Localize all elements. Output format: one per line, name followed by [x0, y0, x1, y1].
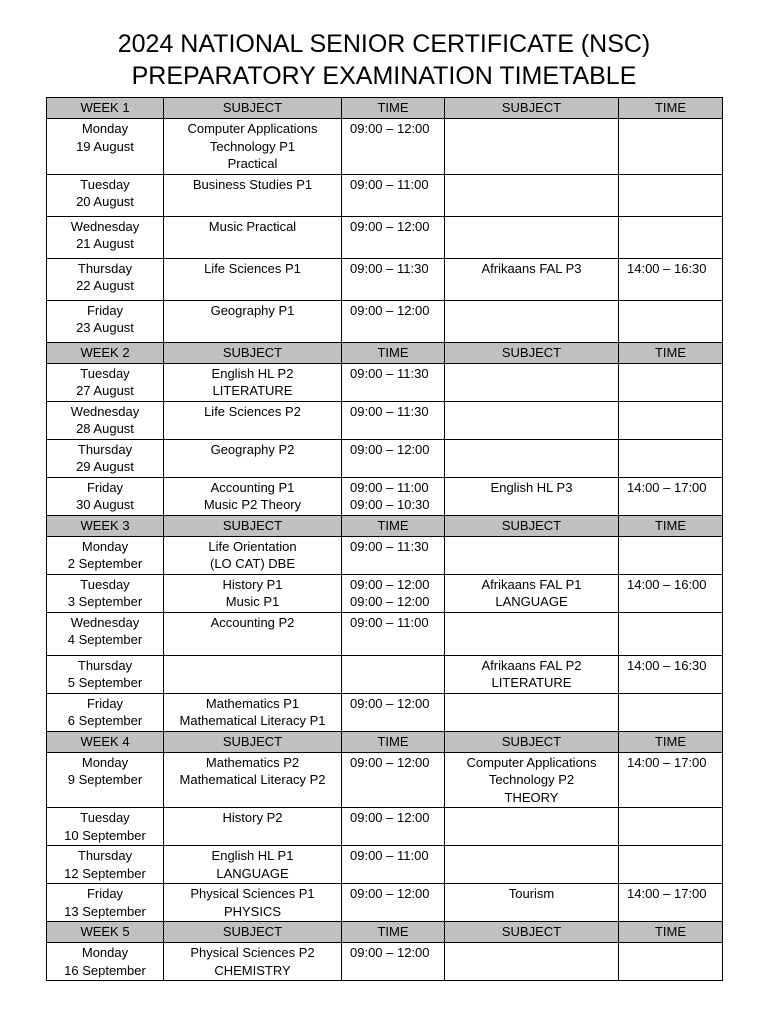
- time-cell: [619, 258, 723, 300]
- cell-line: Mathematical Literacy P1: [179, 713, 326, 728]
- day-cell: [47, 174, 164, 216]
- subject-cell: [445, 943, 619, 981]
- cell-line: 21 August: [76, 236, 134, 251]
- time-cell: [342, 884, 445, 922]
- subject-header: SUBJECT: [164, 515, 342, 536]
- day-cell: [47, 258, 164, 300]
- day-cell: [47, 363, 164, 401]
- week-header-row: [47, 922, 723, 943]
- time-cell: [342, 846, 445, 884]
- week-header-row: [47, 515, 723, 536]
- subject-cell: [445, 477, 619, 515]
- cell-line: Mathematical Literacy P2: [179, 772, 326, 787]
- table-row: [47, 174, 723, 216]
- cell-line: 3 September: [67, 594, 143, 609]
- cell-line: Computer Applications: [187, 121, 318, 136]
- time-cell: [342, 401, 445, 439]
- time-header: TIME: [342, 731, 445, 752]
- subject-header: SUBJECT: [445, 515, 619, 536]
- cell-line: Monday: [81, 754, 129, 770]
- cell-line: 19 August: [76, 138, 134, 154]
- cell-line: 09:00 – 12:00: [350, 441, 430, 457]
- table-row: [47, 477, 723, 515]
- subject-cell: [164, 477, 342, 515]
- subject-cell: [445, 363, 619, 401]
- table-row: [47, 574, 723, 612]
- subject-cell: [445, 752, 619, 808]
- time-header: TIME: [619, 98, 723, 119]
- time-cell: [342, 174, 445, 216]
- week-header-row: [47, 731, 723, 752]
- table-row: [47, 119, 723, 175]
- cell-line: Wednesday: [70, 403, 140, 419]
- cell-line: 5 September: [67, 675, 143, 690]
- cell-line: 09:00 – 11:30: [350, 365, 429, 381]
- subject-cell: [164, 119, 342, 175]
- day-cell: [47, 477, 164, 515]
- subject-cell: [445, 574, 619, 612]
- table-row: [47, 363, 723, 401]
- subject-cell: [445, 846, 619, 884]
- cell-line: 09:00 – 11:00: [350, 479, 429, 495]
- cell-line: 12 September: [64, 865, 146, 881]
- cell-line: History P2: [222, 810, 283, 825]
- week-label: WEEK 1: [47, 98, 164, 119]
- time-header: TIME: [619, 515, 723, 536]
- cell-line: Tourism: [508, 886, 555, 901]
- title-line-2: PREPARATORY EXAMINATION TIMETABLE: [131, 62, 637, 90]
- cell-line: Geography P1: [210, 302, 295, 318]
- subject-header: SUBJECT: [164, 922, 342, 943]
- cell-line: English HL P1: [211, 848, 294, 863]
- subject-cell: [164, 258, 342, 300]
- time-cell: [342, 655, 445, 693]
- subject-header: SUBJECT: [164, 98, 342, 119]
- cell-line: 29 August: [76, 459, 134, 474]
- cell-line: Life Sciences P2: [204, 403, 301, 419]
- time-cell: [619, 401, 723, 439]
- subject-cell: [164, 174, 342, 216]
- page-title: [0, 0, 768, 92]
- subject-header: SUBJECT: [445, 731, 619, 752]
- cell-line: 14:00 – 17:00: [627, 479, 707, 495]
- table-row: [47, 216, 723, 258]
- cell-line: 09:00 – 12:00: [350, 576, 430, 592]
- cell-line: Physical Sciences P1: [190, 886, 315, 901]
- time-cell: [619, 119, 723, 175]
- time-cell: [342, 258, 445, 300]
- day-cell: [47, 693, 164, 731]
- table-row: [47, 808, 723, 846]
- cell-line: THEORY: [504, 789, 559, 805]
- cell-line: 28 August: [76, 421, 134, 436]
- cell-line: 9 September: [67, 772, 143, 787]
- time-cell: [619, 943, 723, 981]
- cell-line: Thursday: [77, 260, 133, 276]
- cell-line: Monday: [81, 121, 129, 136]
- time-cell: [619, 216, 723, 258]
- cell-line: 09:00 – 12:00: [350, 886, 430, 901]
- time-cell: [619, 612, 723, 655]
- table-row: [47, 536, 723, 574]
- day-cell: [47, 439, 164, 477]
- cell-line: Technology P1: [209, 138, 296, 154]
- cell-line: (LO CAT) DBE: [210, 556, 295, 571]
- cell-line: Thursday: [77, 848, 133, 863]
- day-cell: [47, 216, 164, 258]
- cell-line: Physical Sciences P2: [190, 945, 315, 960]
- cell-line: Tuesday: [80, 810, 130, 825]
- table-row: [47, 612, 723, 655]
- timetable: [46, 97, 723, 981]
- cell-line: 13 September: [64, 903, 146, 919]
- cell-line: Life Orientation: [208, 538, 297, 554]
- title-line-1: 2024 NATIONAL SENIOR CERTIFICATE (NSC): [117, 30, 651, 58]
- subject-cell: [164, 536, 342, 574]
- cell-line: Monday: [81, 538, 129, 554]
- week-header-row: [47, 98, 723, 119]
- day-cell: [47, 846, 164, 884]
- subject-cell: [445, 300, 619, 342]
- cell-line: Friday: [86, 886, 124, 901]
- subject-cell: [164, 612, 342, 655]
- time-cell: [342, 363, 445, 401]
- cell-line: 09:00 – 10:30: [350, 497, 430, 512]
- cell-line: 30 August: [76, 497, 134, 512]
- cell-line: 09:00 – 12:00: [350, 594, 430, 609]
- table-row: [47, 884, 723, 922]
- subject-cell: [164, 300, 342, 342]
- table-row: [47, 752, 723, 808]
- cell-line: LANGUAGE: [495, 594, 568, 609]
- time-cell: [619, 655, 723, 693]
- cell-line: Thursday: [77, 441, 133, 457]
- subject-cell: [164, 439, 342, 477]
- cell-line: 09:00 – 12:00: [350, 945, 430, 960]
- cell-line: Tuesday: [80, 176, 130, 192]
- subject-cell: [445, 884, 619, 922]
- time-cell: [342, 612, 445, 655]
- time-header: TIME: [342, 98, 445, 119]
- cell-line: Friday: [86, 302, 124, 318]
- subject-cell: [164, 655, 342, 693]
- cell-line: 09:00 – 12:00: [350, 810, 430, 825]
- time-cell: [619, 536, 723, 574]
- cell-line: 27 August: [76, 383, 134, 398]
- cell-line: Life Sciences P1: [204, 260, 301, 276]
- table-row: [47, 943, 723, 981]
- time-cell: [342, 439, 445, 477]
- subject-cell: [445, 216, 619, 258]
- time-header: TIME: [619, 342, 723, 363]
- cell-line: LITERATURE: [212, 383, 293, 398]
- time-cell: [619, 300, 723, 342]
- time-header: TIME: [342, 342, 445, 363]
- cell-line: 09:00 – 11:00: [350, 848, 429, 863]
- cell-line: 22 August: [76, 278, 134, 293]
- cell-line: History P1: [222, 576, 283, 592]
- subject-header: SUBJECT: [164, 342, 342, 363]
- cell-line: Afrikaans FAL P3: [481, 260, 582, 276]
- cell-line: Afrikaans FAL P2: [481, 657, 582, 673]
- cell-line: LITERATURE: [491, 675, 572, 690]
- cell-line: English HL P3: [490, 479, 573, 495]
- time-cell: [342, 477, 445, 515]
- subject-header: SUBJECT: [445, 922, 619, 943]
- cell-line: 2 September: [67, 556, 143, 571]
- time-cell: [619, 439, 723, 477]
- table-row: [47, 655, 723, 693]
- cell-line: 09:00 – 11:30: [350, 538, 429, 554]
- cell-line: Afrikaans FAL P1: [481, 576, 582, 592]
- time-cell: [619, 752, 723, 808]
- time-cell: [342, 536, 445, 574]
- cell-line: 09:00 – 11:00: [350, 176, 429, 192]
- cell-line: Computer Applications: [466, 754, 597, 770]
- cell-line: Tuesday: [80, 576, 130, 592]
- time-cell: [342, 693, 445, 731]
- time-header: TIME: [342, 922, 445, 943]
- week-label: WEEK 4: [47, 731, 164, 752]
- subject-cell: [445, 174, 619, 216]
- subject-cell: [445, 808, 619, 846]
- cell-line: Music P1: [225, 594, 280, 609]
- subject-cell: [164, 808, 342, 846]
- time-cell: [342, 216, 445, 258]
- table-row: [47, 693, 723, 731]
- subject-cell: [164, 401, 342, 439]
- table-row: [47, 258, 723, 300]
- cell-line: Tuesday: [80, 365, 130, 381]
- cell-line: Accounting P2: [210, 614, 295, 630]
- cell-line: 14:00 – 16:00: [627, 576, 707, 592]
- cell-line: 09:00 – 12:00: [350, 302, 430, 318]
- day-cell: [47, 401, 164, 439]
- subject-header: SUBJECT: [445, 342, 619, 363]
- subject-cell: [164, 943, 342, 981]
- subject-cell: [445, 655, 619, 693]
- cell-line: Practical: [227, 156, 278, 171]
- time-cell: [342, 752, 445, 808]
- cell-line: Mathematics P1: [205, 695, 300, 711]
- day-cell: [47, 884, 164, 922]
- time-cell: [342, 808, 445, 846]
- table-row: [47, 401, 723, 439]
- time-cell: [619, 693, 723, 731]
- time-cell: [619, 808, 723, 846]
- time-cell: [342, 574, 445, 612]
- cell-line: Wednesday: [70, 614, 140, 630]
- day-cell: [47, 300, 164, 342]
- subject-cell: [445, 119, 619, 175]
- week-label: WEEK 5: [47, 922, 164, 943]
- week-label: WEEK 3: [47, 515, 164, 536]
- time-cell: [619, 884, 723, 922]
- table-row: [47, 300, 723, 342]
- time-cell: [342, 119, 445, 175]
- cell-line: 20 August: [76, 194, 134, 209]
- cell-line: 23 August: [76, 320, 134, 335]
- cell-line: Geography P2: [210, 441, 295, 457]
- cell-line: English HL P2: [211, 365, 294, 381]
- subject-cell: [164, 752, 342, 808]
- cell-line: 6 September: [67, 713, 143, 728]
- subject-cell: [445, 612, 619, 655]
- cell-line: 14:00 – 16:30: [627, 260, 707, 276]
- day-cell: [47, 612, 164, 655]
- cell-line: 09:00 – 11:30: [350, 260, 429, 276]
- cell-line: Thursday: [77, 657, 133, 673]
- cell-line: Technology P2: [488, 772, 575, 787]
- time-header: TIME: [619, 731, 723, 752]
- time-cell: [619, 363, 723, 401]
- time-cell: [619, 174, 723, 216]
- subject-cell: [164, 884, 342, 922]
- subject-cell: [164, 574, 342, 612]
- day-cell: [47, 574, 164, 612]
- cell-line: 10 September: [64, 827, 146, 843]
- cell-line: Friday: [86, 695, 124, 711]
- time-header: TIME: [342, 515, 445, 536]
- cell-line: Music P2 Theory: [203, 497, 302, 512]
- cell-line: PHYSICS: [223, 903, 282, 919]
- time-cell: [619, 477, 723, 515]
- timetable-body: [47, 98, 723, 981]
- cell-line: Friday: [86, 479, 124, 495]
- subject-header: SUBJECT: [164, 731, 342, 752]
- subject-cell: [164, 846, 342, 884]
- cell-line: 09:00 – 12:00: [350, 218, 430, 234]
- table-row: [47, 846, 723, 884]
- subject-cell: [164, 216, 342, 258]
- day-cell: [47, 655, 164, 693]
- cell-line: Accounting P1: [210, 479, 295, 495]
- day-cell: [47, 536, 164, 574]
- cell-line: 09:00 – 12:00: [350, 695, 430, 711]
- subject-cell: [445, 439, 619, 477]
- cell-line: Music Practical: [208, 218, 297, 234]
- cell-line: 4 September: [67, 632, 143, 647]
- cell-line: Monday: [81, 945, 129, 960]
- cell-line: 09:00 – 12:00: [350, 121, 430, 136]
- day-cell: [47, 808, 164, 846]
- cell-line: 09:00 – 12:00: [350, 754, 430, 770]
- cell-line: CHEMISTRY: [214, 962, 291, 978]
- cell-line: Business Studies P1: [192, 176, 313, 192]
- cell-line: 09:00 – 11:30: [350, 403, 429, 419]
- table-row: [47, 439, 723, 477]
- day-cell: [47, 752, 164, 808]
- cell-line: 16 September: [64, 962, 146, 978]
- cell-line: 09:00 – 11:00: [350, 614, 429, 630]
- subject-cell: [445, 693, 619, 731]
- week-header-row: [47, 342, 723, 363]
- subject-cell: [445, 258, 619, 300]
- cell-line: 14:00 – 17:00: [627, 886, 707, 901]
- day-cell: [47, 943, 164, 981]
- day-cell: [47, 119, 164, 175]
- subject-cell: [164, 693, 342, 731]
- time-cell: [619, 846, 723, 884]
- time-cell: [619, 574, 723, 612]
- time-header: TIME: [619, 922, 723, 943]
- cell-line: LANGUAGE: [216, 865, 289, 881]
- cell-line: Mathematics P2: [205, 754, 300, 770]
- cell-line: 14:00 – 16:30: [627, 657, 707, 673]
- cell-line: 14:00 – 17:00: [627, 754, 707, 770]
- cell-line: Wednesday: [70, 218, 140, 234]
- subject-cell: [445, 401, 619, 439]
- time-cell: [342, 300, 445, 342]
- time-cell: [342, 943, 445, 981]
- week-label: WEEK 2: [47, 342, 164, 363]
- subject-cell: [164, 363, 342, 401]
- subject-header: SUBJECT: [445, 98, 619, 119]
- subject-cell: [445, 536, 619, 574]
